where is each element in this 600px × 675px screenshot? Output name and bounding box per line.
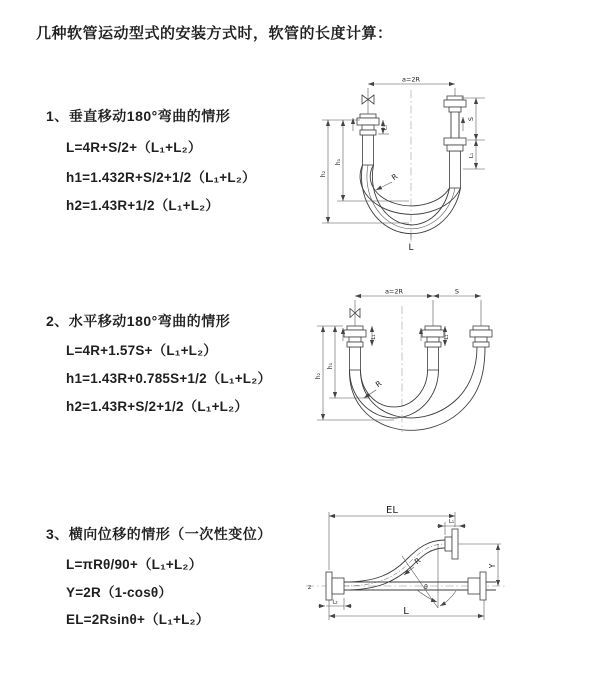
diagram-1-valve [362,88,455,114]
section-3-formula-Y: Y=2R（1-cosθ） [66,585,173,600]
dim-label-y: Y [488,563,497,569]
diagram-1-hose [360,135,460,234]
diagram-horizontal-180 [310,282,600,454]
dim-label-l1-right: L₁ [469,152,475,159]
diagram-3-angle-construction [402,544,456,608]
dim-label-theta: θ [424,584,428,591]
section-2-formula-h1: h1=1.43R+0.785S+1/2（L₁+L₂） [66,371,272,386]
dim-label-el: EL [386,505,398,516]
dim-label-l: L [403,606,409,617]
section-2-formula-L: L=4R+1.57S+（L₁+L₂） [66,343,217,358]
dim-label-l2: L₂ [332,599,338,606]
dim-label-span: a=2R [384,287,404,296]
page-title: 几种软管运动型式的安装方式时，软管的长度计算： [36,25,393,42]
dim-label-radius: R [373,378,384,390]
dim-label-h-inner: h₁ [335,158,342,166]
centerline-break-symbol: z [308,584,312,591]
section-3-formula-EL: EL=2Rsinθ+（L₁+L₂） [66,612,210,627]
section-1-heading: 1、垂直移动180°弯曲的情形 [46,108,231,124]
diagram-2-fittings [344,326,492,347]
section-3-heading: 3、横向位移的情形（一次性变位） [46,526,272,542]
dim-label-radius: R [412,555,423,567]
section-3-formula-L: L=πRθ/90+（L₁+L₂） [66,557,203,572]
diagram-lateral-displacement [298,500,600,652]
dim-label-l1-left: L₁ [371,334,377,340]
diagram-2-dimensions [317,296,481,420]
dim-label-h-outer: h₂ [315,372,322,380]
dim-label-l1: L₁ [448,519,455,525]
diagram-3-flanges [326,529,486,600]
dim-label-s: S [467,116,475,122]
dim-label-radius: R [389,171,400,183]
diagram-3-dimensions [318,512,501,620]
section-2-heading: 2、水平移动180°弯曲的情形 [46,313,231,329]
diagram-2-hose [349,347,485,430]
section-1-formula-h2: h2=1.43R+1/2（L₁+L₂） [66,198,220,213]
dim-label-l1-mid: L₁ [444,334,450,340]
dim-label-span: a=2R [401,75,421,84]
dim-label-length: L [408,243,414,253]
section-2-formula-h2: h2=1.43R+S/2+1/2（L₁+L₂） [66,399,249,414]
dim-label-s: S [454,287,460,296]
section-1-formula-L: L=4R+S/2+（L₁+L₂） [66,140,202,155]
dim-label-h-inner: h₁ [327,362,334,370]
diagram-3-labels [308,505,497,617]
section-1-formula-h1: h1=1.432R+S/2+1/2（L₁+L₂） [66,170,256,185]
dim-label-l1-left: L₁ [382,124,389,131]
diagram-vertical-180 [310,68,600,262]
diagram-2-valve [350,300,481,326]
dim-label-h-outer: h₂ [320,170,327,178]
